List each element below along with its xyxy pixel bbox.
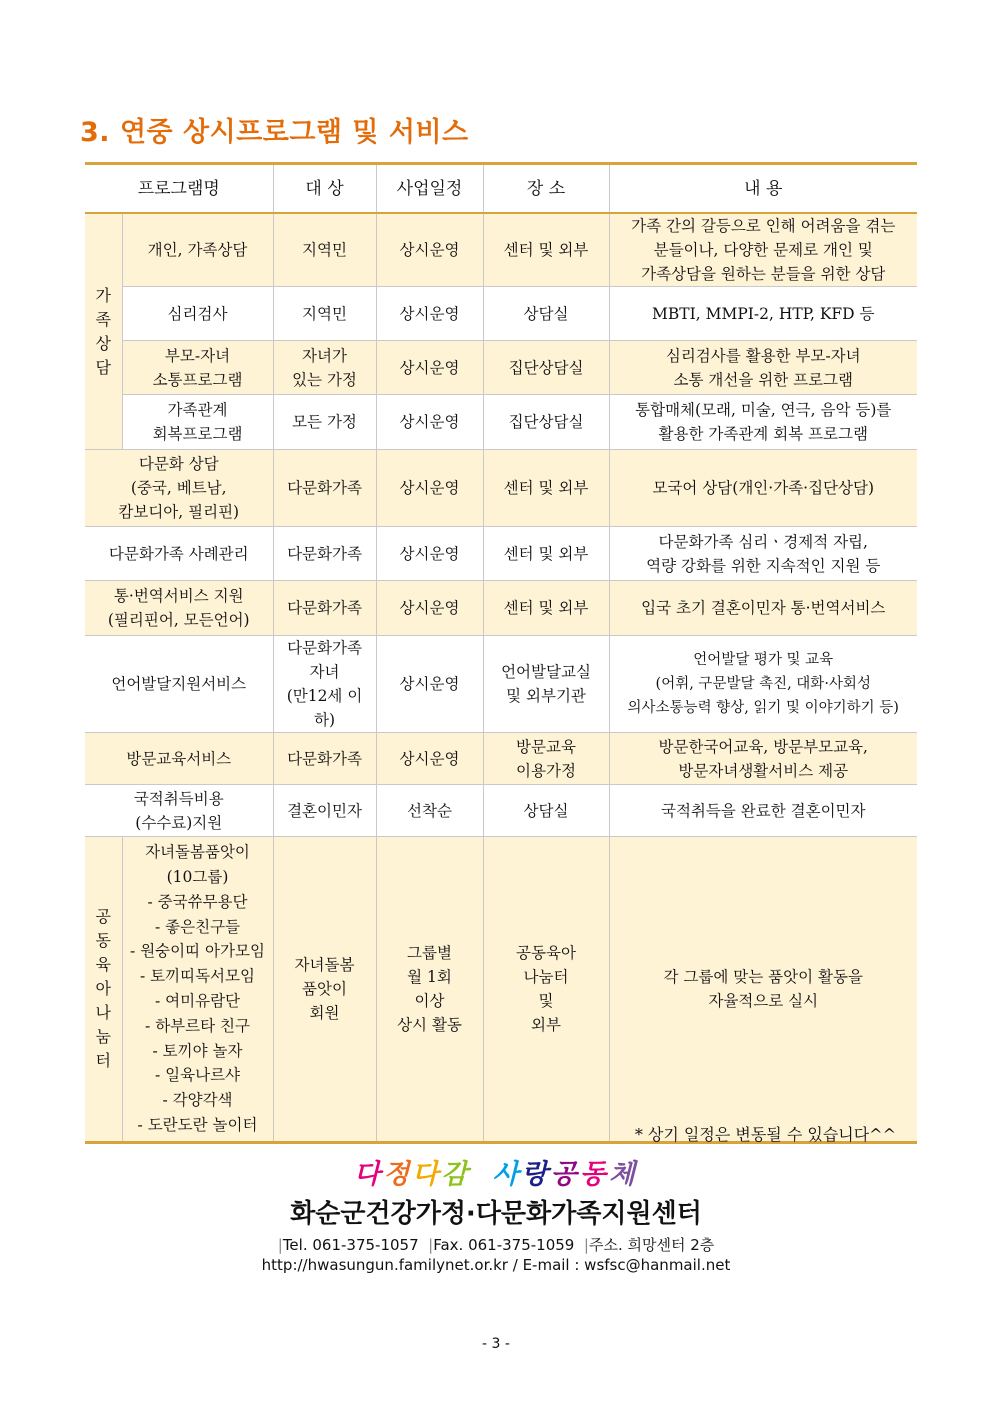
- cell-content: 가족 간의 갈등으로 인해 어려움을 겪는 분들이나, 다양한 문제로 개인 및 가족상담을 원하는 분들을 위한 상담: [609, 213, 917, 287]
- slogan-char: 감: [441, 1159, 471, 1190]
- cell-place: 방문교육 이용가정: [483, 733, 609, 785]
- cell-place: 센터 및 외부: [483, 527, 609, 581]
- slogan-char: 동: [579, 1159, 609, 1190]
- cell-name: 다문화가족 사례관리: [85, 527, 273, 581]
- cell-place: 집단상담실: [483, 395, 609, 450]
- table-row: [85, 287, 917, 341]
- cell-content: MBTI, MMPI-2, HTP, KFD 등: [609, 287, 917, 341]
- table-row: [85, 395, 917, 450]
- cell-schedule: 상시운영: [376, 341, 483, 395]
- program-table: [85, 162, 917, 1144]
- slogan-char: 다: [354, 1159, 384, 1190]
- cell-name: 가족관계 회복프로그램: [122, 395, 273, 450]
- section-title: 3. 연중 상시프로그램 및 서비스: [80, 117, 469, 148]
- cell-place: 상담실: [483, 785, 609, 837]
- cell-schedule: 상시운영: [376, 395, 483, 450]
- table-row: [85, 733, 917, 785]
- header-schedule: 사업일정: [376, 164, 483, 214]
- table-row: [85, 837, 917, 1143]
- cell-place: 공동육아 나눔터 및 외부: [483, 837, 609, 1143]
- cell-target: 다문화가족: [273, 733, 376, 785]
- slogan-char: 체: [608, 1159, 638, 1190]
- cell-name: 다문화 상담 (중국, 베트남, 캄보디아, 필리핀): [85, 450, 273, 527]
- contact-info: |Tel. 061-375-1057 |Fax. 061-375-1059 |주소. 희망센터 2층 http://hwasungun.familynet.or.kr / E-mail : wsfsc@hanmail.net: [0, 1235, 992, 1275]
- table-row: [85, 581, 917, 636]
- cell-schedule: 상시운영: [376, 733, 483, 785]
- cell-target: 자녀가 있는 가정: [273, 341, 376, 395]
- cell-content: 모국어 상담(개인·가족·집단상담): [609, 450, 917, 527]
- cell-schedule: 상시운영: [376, 636, 483, 733]
- cell-place: 상담실: [483, 287, 609, 341]
- slogan-char: 사: [492, 1159, 522, 1190]
- group-community-childcare: 공 동 육 아 나 눔 터: [85, 837, 122, 1143]
- table-row: [85, 636, 917, 733]
- schedule-change-note: * 상기 일정은 변동될 수 있습니다^^: [634, 1125, 896, 1144]
- cell-target: 다문화가족: [273, 527, 376, 581]
- slogan-char: 랑: [521, 1159, 551, 1190]
- table-header-row: [85, 164, 917, 214]
- slogan-char: 정: [383, 1159, 413, 1190]
- page-number: - 3 -: [482, 1336, 510, 1352]
- header-place: 장 소: [483, 164, 609, 214]
- cell-place: 언어발달교실 및 외부기관: [483, 636, 609, 733]
- cell-schedule: 상시운영: [376, 287, 483, 341]
- cell-place: 집단상담실: [483, 341, 609, 395]
- tel-text: Tel. 061-375-1057: [282, 1236, 419, 1254]
- cell-schedule: 상시운영: [376, 581, 483, 636]
- table-row: [85, 450, 917, 527]
- cell-target: 지역민: [273, 213, 376, 287]
- cell-schedule: 상시운영: [376, 213, 483, 287]
- cell-place: 센터 및 외부: [483, 581, 609, 636]
- address-text: 주소. 희망센터 2층: [588, 1236, 715, 1254]
- slogan-char: 다: [412, 1159, 442, 1190]
- center-name: 화순군건강가정·다문화가족지원센터: [290, 1199, 702, 1229]
- cell-name: 자녀돌봄품앗이 (10그룹) - 중국쓔무용단 - 좋은친구들 - 원숭이띠 아가모임 - 토끼띠독서모임 - 여미유람단 - 하부르타 친구 - 토끼야 놀자 - 일육나르샤 - 각양각색 - 도란도란 놀이터: [122, 837, 273, 1143]
- cell-name: 개인, 가족상담: [122, 213, 273, 287]
- cell-target: 다문화가족: [273, 581, 376, 636]
- fax-text: Fax. 061-375-1059: [433, 1236, 575, 1254]
- cell-target: 지역민: [273, 287, 376, 341]
- cell-target: 모든 가정: [273, 395, 376, 450]
- cell-name: 국적취득비용 (수수료)지원: [85, 785, 273, 837]
- header-content: 내 용: [609, 164, 917, 214]
- cell-name: 심리검사: [122, 287, 273, 341]
- cell-schedule: 선착순: [376, 785, 483, 837]
- cell-name: 언어발달지원서비스: [85, 636, 273, 733]
- table-row: [85, 785, 917, 837]
- group-family-counseling: 가 족 상 담: [85, 213, 122, 450]
- cell-target: 다문화가족: [273, 450, 376, 527]
- web-email-text: http://hwasungun.familynet.or.kr / E-mail : wsfsc@hanmail.net: [261, 1256, 731, 1274]
- cell-name: 부모-자녀 소통프로그램: [122, 341, 273, 395]
- cell-schedule: 상시운영: [376, 527, 483, 581]
- cell-name: 통·번역서비스 지원 (필리핀어, 모든언어): [85, 581, 273, 636]
- slogan: [0, 1152, 992, 1191]
- cell-content: 심리검사를 활용한 부모-자녀 소통 개선을 위한 프로그램: [609, 341, 917, 395]
- table-row: [85, 213, 917, 287]
- cell-place: 센터 및 외부: [483, 213, 609, 287]
- table-row: [85, 341, 917, 395]
- cell-target: 다문화가족 자녀 (만12세 이하): [273, 636, 376, 733]
- cell-content: 언어발달 평가 및 교육 (어휘, 구문발달 촉진, 대화·사회성 의사소통능력 향상, 읽기 및 이야기하기 등): [609, 636, 917, 733]
- cell-content: 통합매체(모래, 미술, 연극, 음악 등)를 활용한 가족관계 회복 프로그램: [609, 395, 917, 450]
- cell-content: 국적취득을 완료한 결혼이민자: [609, 785, 917, 837]
- header-target: 대 상: [273, 164, 376, 214]
- slogan-char: 공: [550, 1159, 580, 1190]
- cell-schedule: 그룹별 월 1회 이상 상시 활동: [376, 837, 483, 1143]
- cell-target: 결혼이민자: [273, 785, 376, 837]
- table-row: [85, 527, 917, 581]
- cell-name: 방문교육서비스: [85, 733, 273, 785]
- cell-place: 센터 및 외부: [483, 450, 609, 527]
- cell-content: 다문화가족 심리ㆍ경제적 자립, 역량 강화를 위한 지속적인 지원 등: [609, 527, 917, 581]
- cell-target: 자녀돌봄 품앗이 회원: [273, 837, 376, 1143]
- header-program-name: 프로그램명: [85, 164, 273, 214]
- cell-schedule: 상시운영: [376, 450, 483, 527]
- cell-content: 방문한국어교육, 방문부모교육, 방문자녀생활서비스 제공: [609, 733, 917, 785]
- cell-content: 입국 초기 결혼이민자 통·번역서비스: [609, 581, 917, 636]
- cell-content: 각 그룹에 맞는 품앗이 활동을 자율적으로 실시: [609, 837, 917, 1143]
